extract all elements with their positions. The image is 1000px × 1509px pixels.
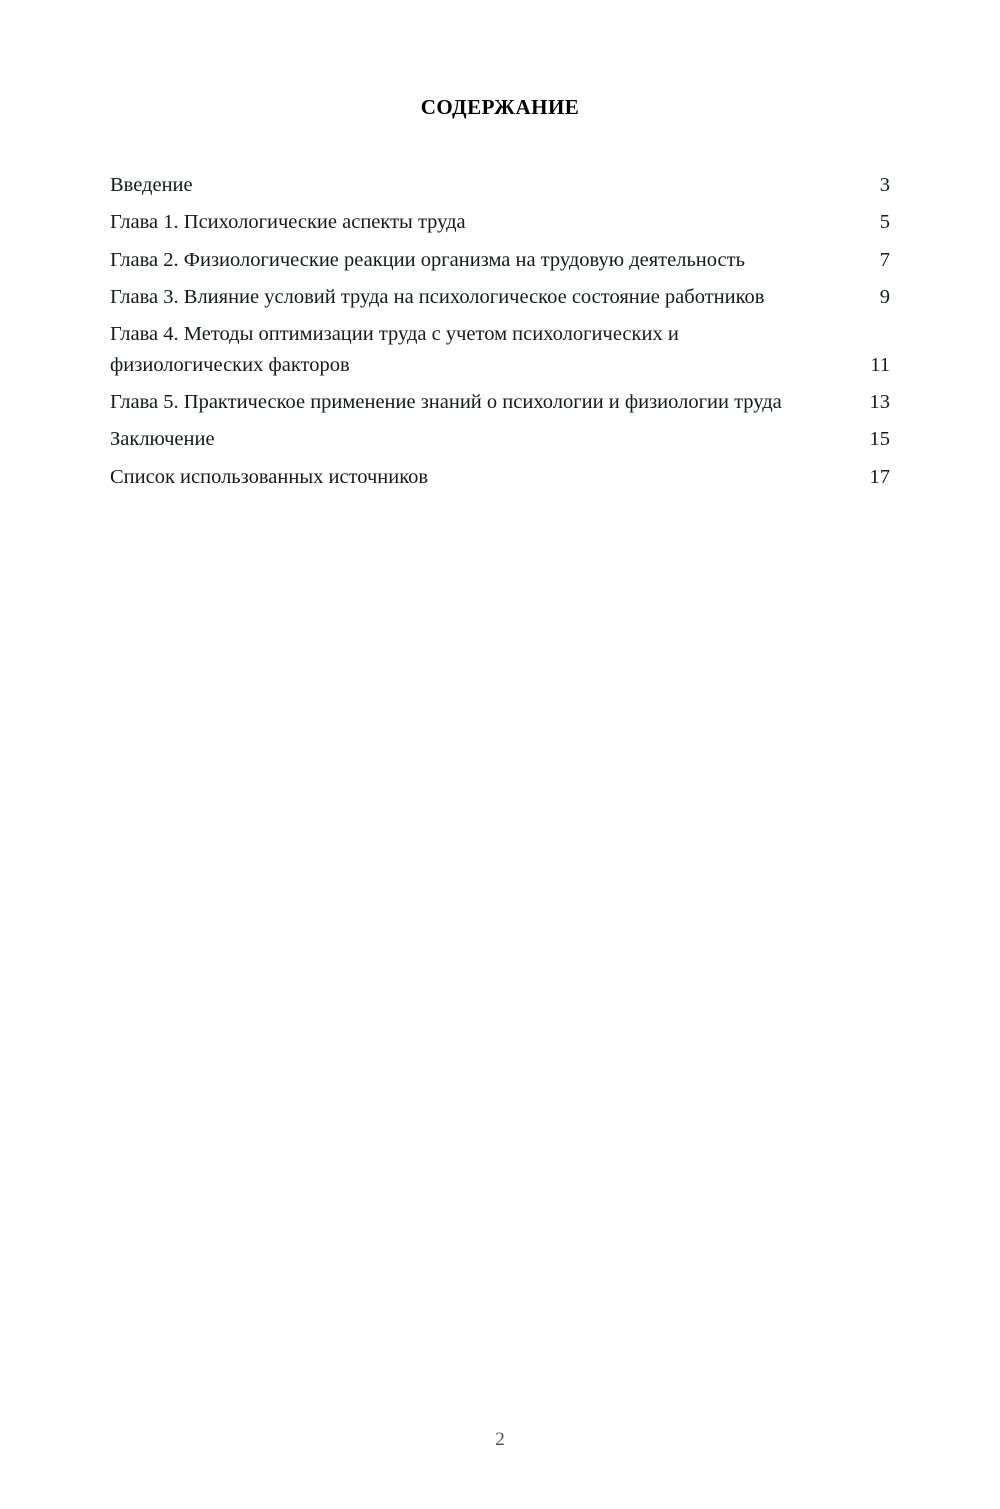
toc-page-number: 9 [879, 285, 890, 308]
toc-entry-label: Введение [110, 174, 193, 196]
toc-page-number: 17 [869, 465, 890, 488]
page-title: СОДЕРЖАНИЕ [420, 95, 580, 119]
footer-page-number: 2 [495, 1429, 505, 1450]
toc-page-number: 15 [869, 428, 890, 451]
toc-entry-label: Глава 5. Практическое применение знаний о психологии и физиологии труда [110, 390, 782, 413]
toc-row[interactable] [110, 462, 890, 492]
toc-entry-label: Глава 3. Влияние условий труда на психологическое состояние работников [110, 285, 765, 308]
toc-page-number: 7 [879, 248, 890, 271]
toc-row[interactable] [110, 387, 890, 417]
toc-page-number: 13 [869, 390, 890, 413]
toc-row[interactable] [110, 170, 890, 200]
toc-entry-label: Заключение [110, 428, 215, 451]
toc-row[interactable] [110, 282, 890, 312]
table-of-contents [110, 120, 890, 492]
toc-row[interactable] [110, 319, 890, 380]
toc-entry-label: Список использованных источников [110, 465, 429, 488]
toc-entry-label: Глава 1. Психологические аспекты труда [110, 211, 466, 234]
toc-entry-label: Глава 2. Физиологические реакции организма на трудовую деятельность [110, 248, 745, 271]
toc-page-number: 11 [870, 353, 890, 376]
toc-row[interactable] [110, 424, 890, 454]
toc-row[interactable] [110, 207, 890, 237]
toc-page-number: 3 [879, 174, 890, 196]
toc-entry-label: Глава 4. Методы оптимизации труда с учетом психологических и физиологических факторов [110, 323, 679, 376]
document-page [0, 95, 1000, 1509]
toc-page-number: 5 [879, 211, 890, 234]
toc-row[interactable] [110, 245, 890, 275]
